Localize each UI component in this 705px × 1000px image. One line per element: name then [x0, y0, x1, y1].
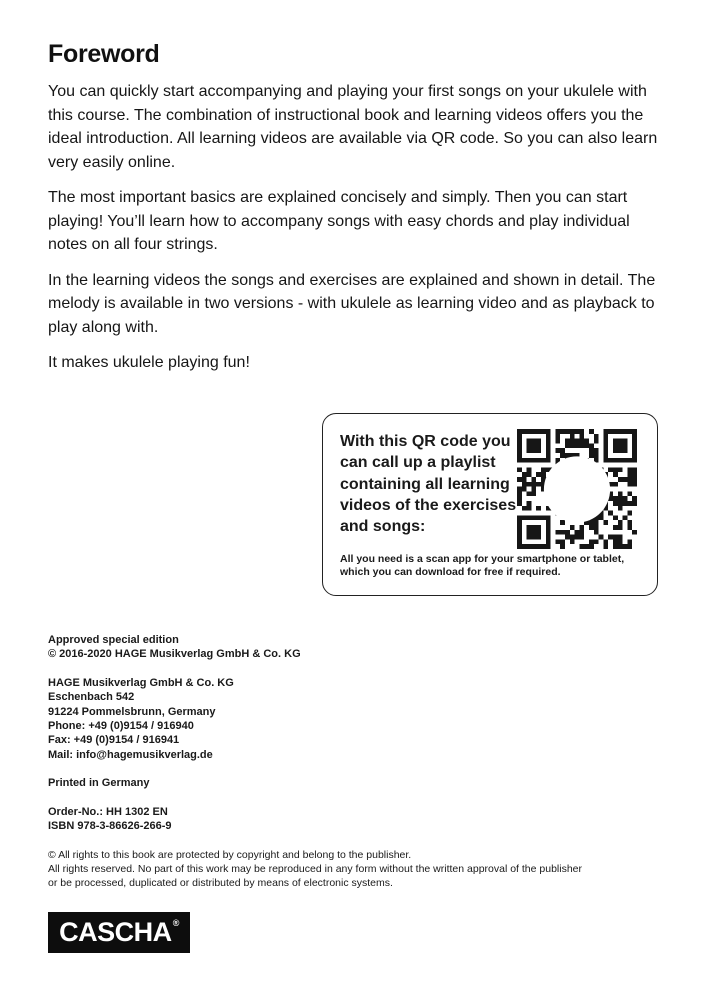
publisher-address	[48, 676, 301, 762]
text-line: Mail: info@hagemusikverlag.de	[48, 748, 213, 761]
text-line: containing all learning	[340, 475, 510, 493]
text-line: Fax: +49 (0)9154 / 916941	[48, 734, 180, 747]
registered-mark-icon: ®	[172, 918, 179, 928]
text-line: or be processed, duplicated or distributed by means of electronic systems.	[48, 877, 393, 889]
order-info	[48, 805, 301, 834]
text-line: All you need is a scan app for your smartphone or tablet,	[340, 553, 625, 565]
cascha-logo	[48, 912, 190, 953]
text-line: and songs:	[340, 518, 426, 536]
text-line: All rights reserved. No part of this work may be reproduced in any form without the written approval of the publisher	[48, 863, 583, 875]
foreword-text	[48, 80, 666, 387]
text-line: can call up a playlist	[340, 454, 496, 472]
qr-box-text	[340, 431, 540, 537]
foreword-paragraph-1: You can quickly start accompanying and playing your first songs on your ukulele with this course. The combination of instructional book and learning videos offers you the ideal introduction. All learning videos are available via QR code. So you can also learn very easily online.	[48, 83, 658, 171]
text-line: HAGE Musikverlag GmbH & Co. KG	[48, 676, 234, 689]
qr-box-note	[340, 553, 640, 580]
text-line: © All rights to this book are protected by copyright and belong to the publisher.	[48, 849, 412, 861]
logo-text: CASCHA	[59, 917, 172, 947]
page-title: Foreword	[48, 40, 160, 68]
text-line: 91224 Pommelsbrunn, Germany	[48, 705, 216, 718]
text-line: © 2016-2020 HAGE Musikverlag GmbH & Co. KG	[48, 648, 301, 661]
text-line: Approved special edition	[48, 634, 179, 646]
text-line: Printed in Germany	[48, 777, 150, 790]
imprint-block	[48, 633, 301, 847]
text-line: Order-No.: HH 1302 EN	[48, 805, 168, 818]
text-line: which you can download for free if required.	[340, 566, 561, 579]
text-line: Eschenbach 542	[48, 691, 135, 704]
foreword-paragraph-3: In the learning videos the songs and exercises are explained and shown in detail. The melody is available in two versions - with ukulele as learning video and as playback to play along with.	[48, 271, 656, 336]
foreword-paragraph-4: It makes ukulele playing fun!	[48, 354, 250, 371]
text-line: Phone: +49 (0)9154 / 916940	[48, 720, 194, 733]
copyright-notice	[48, 848, 668, 890]
text-line: videos of the exercises	[340, 496, 517, 514]
printed-in	[48, 776, 301, 790]
foreword-paragraph-2: The most important basics are explained concisely and simply. Then you can start playing! You’ll learn how to accompany songs with easy chords and play individual notes on all four strings.	[48, 189, 630, 253]
qr-code-icon	[517, 429, 637, 549]
text-line: ISBN 978-3-86626-266-9	[48, 820, 172, 833]
qr-info-box	[322, 413, 658, 596]
edition-info	[48, 633, 301, 662]
text-line: With this QR code you	[340, 433, 511, 450]
